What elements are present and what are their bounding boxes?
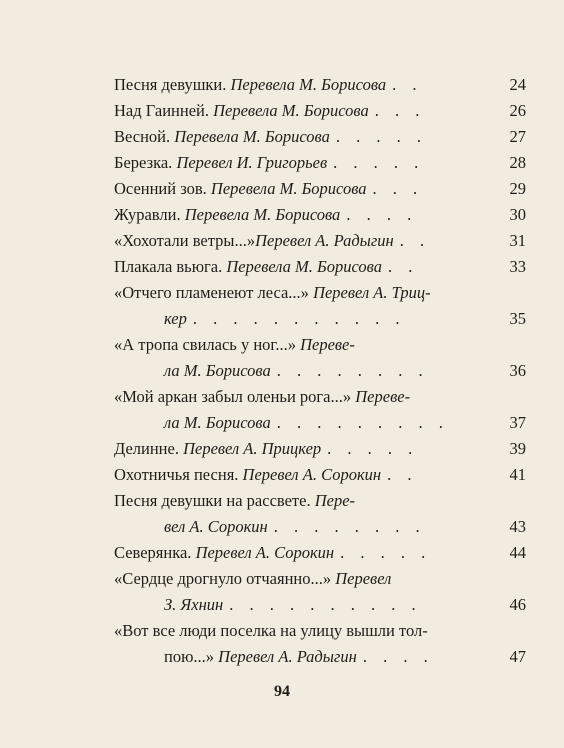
poem-title: Песня девушки. [114, 75, 227, 94]
leader-dots: . . . . . . . . . [276, 413, 449, 432]
poem-title: Березка. [114, 153, 173, 172]
toc-entry-line1 [114, 280, 526, 306]
poem-title: «Мой аркан забыл оленьи рога...» [114, 387, 352, 406]
toc-entry-line2 [114, 644, 526, 670]
translator: Перевел А. Сорокин [195, 543, 335, 562]
translator: Переве- [300, 335, 355, 354]
toc-entry-line1 [114, 488, 526, 514]
toc-entry [114, 228, 526, 254]
translator: Перевела М. Борисова [174, 127, 330, 146]
toc-entry [114, 124, 526, 150]
leader-dots: . . . . . [327, 439, 419, 458]
poem-title: Журавли. [114, 205, 181, 224]
poem-title: Северянка. [114, 543, 192, 562]
table-of-contents [114, 72, 526, 670]
translator: кер [164, 309, 187, 328]
leader-dots: . . . . . . . . [276, 361, 429, 380]
poem-title: «Сердце дрогнуло отчаянно...» [114, 569, 332, 588]
page-number: 33 [509, 257, 526, 276]
translator: Перевела М. Борисова [213, 101, 369, 120]
page-number: 36 [509, 361, 526, 380]
translator: Перевела М. Борисова [210, 179, 367, 198]
leader-dots: . . [387, 257, 419, 276]
translator: Перевела М. Борисова [226, 257, 382, 276]
leader-dots: . . . . . . . . . . . [192, 309, 406, 328]
leader-dots: . . . . [362, 647, 434, 666]
leader-dots: . . . . . [333, 153, 425, 172]
translator: ла М. Борисова [164, 413, 271, 432]
leader-dots: . . . . . . . . . . [229, 595, 422, 614]
translator: Перевел А. Триц- [313, 283, 431, 302]
translator: Перевел [335, 569, 392, 588]
page-number: 39 [509, 439, 526, 458]
page-number: 29 [509, 179, 526, 198]
translator: Перевел И. Григорьев [176, 153, 328, 172]
translator: Перевел А. Радыгин [218, 647, 357, 666]
toc-entry [114, 436, 526, 462]
translator: Перевела М. Борисова [184, 205, 341, 224]
toc-entry [114, 462, 526, 488]
translator: Перевел А. Сорокин [242, 465, 382, 484]
page-number: 26 [509, 101, 526, 120]
page-number: 47 [509, 647, 526, 666]
toc-entry [114, 150, 526, 176]
poem-title: «Отчего пламенеют леса...» [114, 283, 309, 302]
toc-entry-line2 [114, 306, 526, 332]
leader-dots: . . [399, 231, 431, 250]
toc-entry-line1 [114, 384, 526, 410]
translator: Пере- [314, 491, 356, 510]
toc-entry [114, 176, 526, 202]
toc-entry-line2 [114, 410, 526, 436]
page-number: 24 [509, 75, 526, 94]
toc-entry [114, 540, 526, 566]
poem-title: Делинне. [114, 439, 179, 458]
toc-entry [114, 254, 526, 280]
leader-dots: . . . [372, 179, 424, 198]
poem-title: Песня девушки на рассвете. [114, 491, 311, 510]
page-number: 30 [509, 205, 526, 224]
translator: Перевел А. Прицкер [183, 439, 322, 458]
poem-title: Весной. [114, 127, 171, 146]
page-folio: 94 [274, 683, 290, 700]
toc-entry-line2 [114, 592, 526, 618]
page-number: 43 [509, 517, 526, 536]
translator: З. Яхнин [164, 595, 224, 614]
poem-title: Над Гаинней. [114, 101, 209, 120]
leader-dots: . . . . . [340, 543, 432, 562]
page-number: 31 [509, 231, 526, 250]
toc-entry [114, 202, 526, 228]
poem-title: «А тропа свилась у ног...» [114, 335, 296, 354]
toc-entry [114, 72, 526, 98]
toc-entry-line2 [114, 514, 526, 540]
page-number: 46 [509, 595, 526, 614]
toc-entry [114, 98, 526, 124]
translator: ла М. Борисова [164, 361, 271, 380]
poem-title: «Вот все люди поселка на улицу вышли тол- [114, 621, 428, 640]
page-number: 41 [509, 465, 526, 484]
toc-entry-line2 [114, 358, 526, 384]
page-number: 37 [509, 413, 526, 432]
poem-title: Охотничья песня. [114, 465, 239, 484]
translator: вел А. Сорокин [164, 517, 268, 536]
translator: Перевел А. Радыгин [255, 231, 394, 250]
poem-title: Осенний зов. [114, 179, 207, 198]
poem-title: «Хохотали ветры...» [114, 231, 256, 250]
page-number: 44 [509, 543, 526, 562]
leader-dots: . . . . . . . . [273, 517, 426, 536]
toc-entry-line1 [114, 332, 526, 358]
toc-entry-line1 [114, 566, 526, 592]
translator: Перевела М. Борисова [230, 75, 387, 94]
poem-title: Плакала вьюга. [114, 257, 223, 276]
leader-dots: . . [387, 465, 418, 484]
page-number: 35 [509, 309, 526, 328]
page-number: 28 [509, 153, 526, 172]
translator: Переве- [355, 387, 411, 406]
poem-title: пою...» [164, 647, 215, 666]
leader-dots: . . . [374, 101, 426, 120]
leader-dots: . . [392, 75, 423, 94]
leader-dots: . . . . [346, 205, 418, 224]
toc-entry-line1 [114, 618, 526, 644]
leader-dots: . . . . . [335, 127, 427, 146]
page-number: 27 [509, 127, 526, 146]
